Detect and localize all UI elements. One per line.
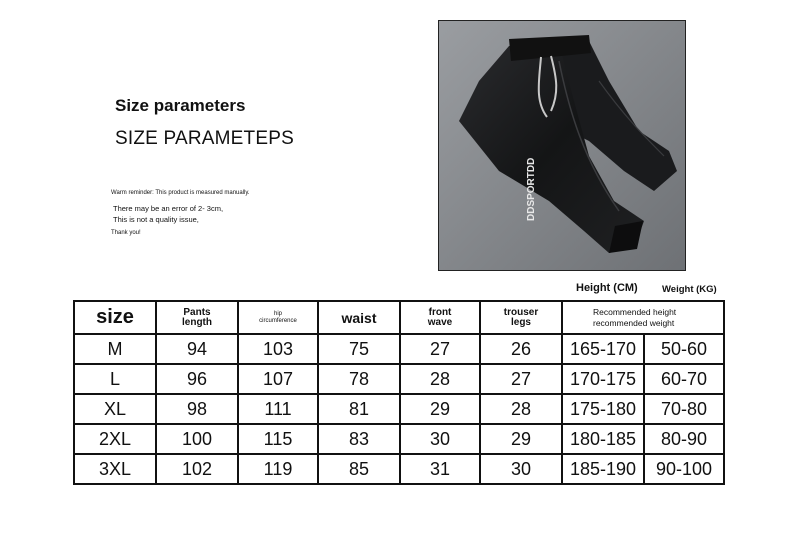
brand-text: DDSPORTDD [526, 157, 537, 221]
cell-front-wave: 31 [400, 454, 480, 484]
cell-trouser-legs: 29 [480, 424, 562, 454]
cell-waist: 78 [318, 364, 400, 394]
cell-weight: 50-60 [644, 334, 724, 364]
weight-header: Weight (KG) [662, 284, 717, 295]
cell-height: 170-175 [562, 364, 644, 394]
cell-height: 165-170 [562, 334, 644, 364]
page-subtitle: SIZE PARAMETEPS [115, 128, 294, 149]
cell-weight: 90-100 [644, 454, 724, 484]
cell-height: 175-180 [562, 394, 644, 424]
cell-front-wave: 30 [400, 424, 480, 454]
cell-front-wave: 29 [400, 394, 480, 424]
cell-pants-length: 100 [156, 424, 238, 454]
cell-waist: 85 [318, 454, 400, 484]
col-hip: hip circumference [238, 301, 318, 334]
cell-size: 2XL [74, 424, 156, 454]
cell-trouser-legs: 28 [480, 394, 562, 424]
cell-size: M [74, 334, 156, 364]
cell-height: 185-190 [562, 454, 644, 484]
col-waist: waist [318, 301, 400, 334]
cell-size: XL [74, 394, 156, 424]
table-row [74, 364, 724, 394]
cell-weight: 60-70 [644, 364, 724, 394]
cell-pants-length: 96 [156, 364, 238, 394]
cell-trouser-legs: 26 [480, 334, 562, 364]
cell-hip: 107 [238, 364, 318, 394]
table-row [74, 394, 724, 424]
table-row [74, 454, 724, 484]
cell-hip: 111 [238, 394, 318, 424]
col-front-wave: front wave [400, 301, 480, 334]
cell-pants-length: 98 [156, 394, 238, 424]
table-row [74, 424, 724, 454]
col-size: size [74, 301, 156, 334]
cell-hip: 115 [238, 424, 318, 454]
note-line-3: This is not a quality issue, [113, 215, 199, 224]
cell-front-wave: 27 [400, 334, 480, 364]
cell-hip: 103 [238, 334, 318, 364]
cell-trouser-legs: 27 [480, 364, 562, 394]
cell-pants-length: 102 [156, 454, 238, 484]
note-line-1: Warm reminder: This product is measured manually. [111, 190, 250, 196]
cell-waist: 75 [318, 334, 400, 364]
cell-hip: 119 [238, 454, 318, 484]
cell-waist: 83 [318, 424, 400, 454]
size-table [73, 300, 725, 485]
cell-height: 180-185 [562, 424, 644, 454]
cell-trouser-legs: 30 [480, 454, 562, 484]
col-pants-length: Pants length [156, 301, 238, 334]
page-title: Size parameters [115, 96, 246, 115]
cell-size: L [74, 364, 156, 394]
cell-weight: 80-90 [644, 424, 724, 454]
col-trouser-legs: trouser legs [480, 301, 562, 334]
cell-pants-length: 94 [156, 334, 238, 364]
table-header-row [74, 301, 724, 334]
col-recommended: Recommended height recommended weight [562, 301, 724, 334]
note-line-4: Thank you! [111, 230, 141, 236]
cell-weight: 70-80 [644, 394, 724, 424]
pants-illustration [439, 21, 685, 270]
cell-front-wave: 28 [400, 364, 480, 394]
table-row [74, 334, 724, 364]
product-photo [438, 20, 686, 271]
height-header: Height (CM) [576, 282, 638, 294]
note-line-2: There may be an error of 2- 3cm, [113, 204, 224, 213]
cell-size: 3XL [74, 454, 156, 484]
cell-waist: 81 [318, 394, 400, 424]
